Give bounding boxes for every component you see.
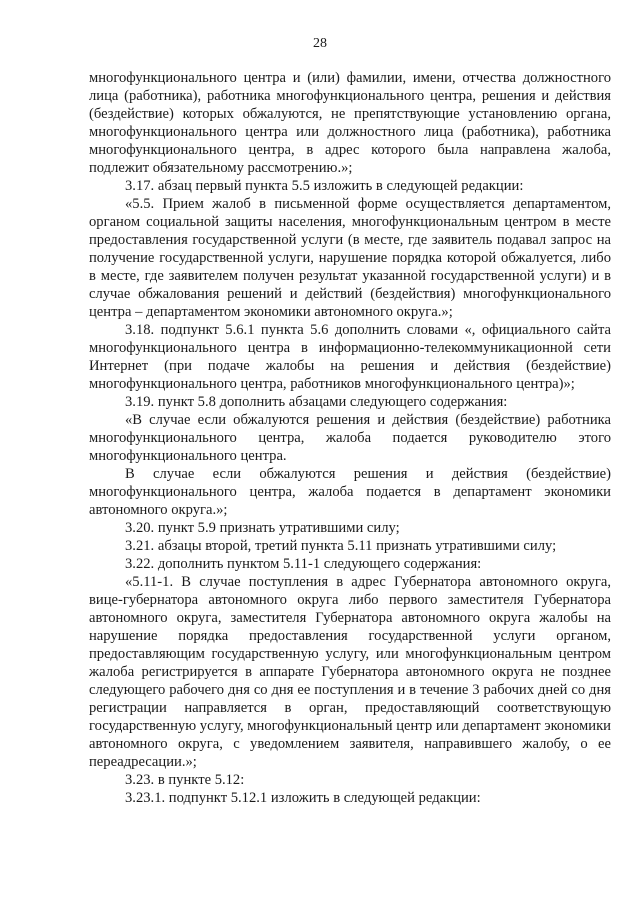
paragraph: В случае если обжалуются решения и действия (бездействие) многофункционального центра, жалоба подается в департамент экономики автономного округа.»; (89, 466, 611, 518)
paragraph: «В случае если обжалуются решения и действия (бездействие) работника многофункционального центра, жалоба подается руководителю этого многофункционального центра. (89, 412, 611, 464)
paragraph: 3.23.1. подпункт 5.12.1 изложить в следующей редакции: (125, 790, 481, 806)
paragraph: 3.20. пункт 5.9 признать утратившими силу; (125, 520, 400, 536)
paragraph: 3.18. подпункт 5.6.1 пункта 5.6 дополнить словами «, официального сайта многофункционального центра в информационно-телекоммуникационной сети Интернет (при подаче жалобы на решения и действия (бездействие) многофункционального центра, работников многофункционального центра)»; (89, 322, 611, 392)
paragraph: 3.19. пункт 5.8 дополнить абзацами следующего содержания: (125, 394, 508, 410)
document-body (89, 69, 611, 807)
paragraph: 3.17. абзац первый пункта 5.5 изложить в следующей редакции: (125, 178, 524, 194)
paragraph: «5.11-1. В случае поступления в адрес Губернатора автономного округа, вице-губернатора автономного округа либо первого заместителя Губернатора автономного округа, заместителя Губернатора автономного округа жалобы на нарушение порядка предоставления государственной услуги органом, предоставляющим государственную услугу, или многофункциональным центром жалоба регистрируется в аппарате Губернатора автономного округа не позднее следующего рабочего дня со дня ее поступления и в течение 3 рабочих дней со дня регистрации направляется в орган, предоставляющий соответствующую государственную услугу, многофункциональный центр или департамент экономики автономного округа, с уведомлением заявителя, направившего жалобу, о ее переадресации.»; (89, 574, 611, 770)
paragraph: 3.23. в пункте 5.12: (125, 772, 245, 788)
paragraph: 3.22. дополнить пунктом 5.11-1 следующего содержания: (125, 556, 482, 572)
paragraph: «5.5. Прием жалоб в письменной форме осуществляется департаментом, органом социальной защиты населения, многофункциональным центром в месте предоставления государственной услуги (в месте, где заявитель подавал запрос на получение государственной услуги, нарушение порядка которой обжалуется, либо в месте, где заявителем получен результат указанной государственной услуги) и в случае обжалования решений и действий (бездействия) многофункционального центра – департаментом экономики автономного округа.»; (89, 196, 611, 320)
paragraph: многофункционального центра и (или) фамилии, имени, отчества должностного лица (работника), работника многофункционального центра, решения и действия (бездействие) которых обжалуются, не препятствующие установлению органа, многофункционального центра или должностного лица (работника), работника многофункционального центра, в адрес которого была направлена жалоба, подлежит обязательному рассмотрению.»; (89, 70, 611, 176)
paragraph: 3.21. абзацы второй, третий пункта 5.11 признать утратившими силу; (125, 538, 557, 554)
page-number: 28 (313, 36, 327, 51)
